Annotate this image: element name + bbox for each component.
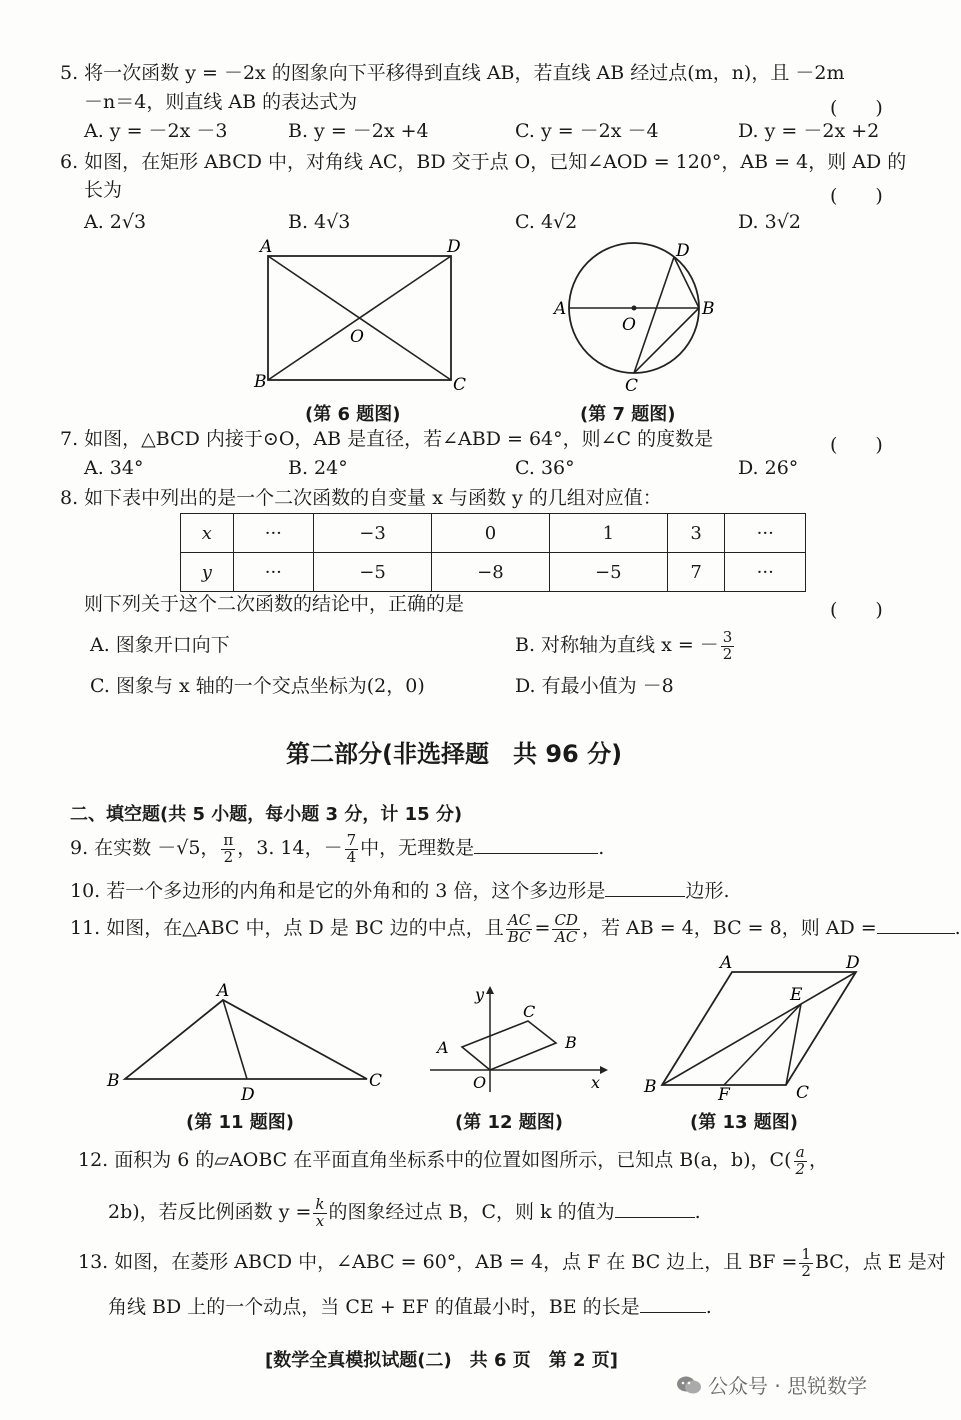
figure-12-caption: (第 12 题图) (455, 1112, 564, 1133)
frac-denominator: 2 (722, 644, 733, 663)
figure-6-caption: (第 6 题图) (305, 404, 401, 425)
center-o (632, 306, 637, 311)
table-cell: −5 (314, 553, 432, 592)
label-e: E (790, 985, 803, 1005)
label-y: y (475, 985, 485, 1004)
page-footer: [数学全真模拟试题(二) 共 6 页 第 2 页] (265, 1350, 619, 1371)
table-cell: 1 (549, 514, 667, 553)
q11-text: = (534, 917, 551, 939)
frac-numerator: AC (507, 910, 531, 929)
q12-text: 的图象经过点 B，C，则 k 的值为 (328, 1201, 615, 1223)
figure-13-rhombus (640, 950, 880, 1105)
label-a: A (217, 981, 230, 1001)
watermark (676, 1370, 867, 1399)
q8-option-b-text: B. 对称轴为直线 x = － (515, 634, 719, 656)
frac-denominator: 2 (801, 1261, 811, 1280)
label-a: A (720, 953, 733, 973)
table-row-x (181, 514, 806, 553)
q8-option-a: A. 图象开口向下 (90, 634, 230, 656)
q12-answer-blank[interactable] (615, 1199, 695, 1218)
frac-denominator: BC (507, 927, 531, 946)
table-cell: y (181, 553, 234, 592)
label-d: D (241, 1085, 255, 1105)
q11-text: ，若 AB = 4，BC = 8，则 AD = (581, 917, 877, 939)
q11-text: . (954, 917, 961, 939)
label-o: O (622, 315, 636, 335)
q5-line1: 5. 将一次函数 y = －2x 的图象向下平移得到直线 AB，若直线 AB 经过点(m，n)，且 －2m (60, 62, 845, 84)
frac-numerator: k (315, 1194, 325, 1213)
label-c: C (369, 1071, 383, 1091)
parallelogram-aobc (462, 1021, 556, 1070)
triangle-abc (125, 1000, 367, 1079)
q12-text: . (694, 1201, 701, 1223)
label-c: C (796, 1083, 810, 1103)
label-x: x (591, 1073, 601, 1092)
label-f: F (718, 1085, 730, 1105)
label-b: B (254, 372, 267, 392)
q7-option-a: A. 34° (84, 457, 144, 479)
figure-7-caption: (第 7 题图) (580, 404, 676, 425)
part2-title: 第二部分(非选择题 共 96 分) (286, 740, 623, 768)
q5-option-c: C. y = －2x －4 (515, 120, 659, 142)
frac-denominator: x (315, 1211, 325, 1230)
q6-line2: 长为 (84, 179, 123, 201)
frac-numerator: 7 (346, 830, 357, 849)
q10-text: 10. 若一个多边形的内角和是它的外角和的 3 倍，这个多边形是 (70, 880, 606, 902)
section-fill-in: 二、填空题(共 5 小题，每小题 3 分，计 15 分) (70, 804, 463, 825)
table-cell: ··· (233, 553, 314, 592)
frac-denominator: 4 (346, 847, 357, 866)
q7-option-b: B. 24° (288, 457, 348, 479)
q9-answer-blank[interactable] (474, 835, 598, 854)
label-c: C (625, 376, 639, 396)
label-d: D (846, 953, 860, 973)
table-cell: ··· (725, 553, 806, 592)
q9-text: . (598, 837, 605, 859)
frac-numerator: 3 (722, 627, 733, 646)
frac-numerator: 1 (801, 1244, 811, 1263)
q9-text: ，3. 14，－ (237, 837, 343, 859)
q8-line2: 则下列关于这个二次函数的结论中，正确的是 (84, 593, 465, 615)
q8-line1: 8. 如下表中列出的是一个二次函数的自变量 x 与函数 y 的几组对应值： (60, 487, 662, 509)
q10-text: 边形. (685, 880, 730, 902)
table-cell: −5 (549, 553, 667, 592)
q7-line1: 7. 如图，△BCD 内接于⊙O，AB 是直径，若∠ABD = 64°，则∠C 的度数是 (60, 428, 714, 450)
q8-paren: ( ) (830, 599, 883, 621)
label-c: C (453, 375, 467, 395)
label-a: A (554, 299, 567, 319)
label-a: A (437, 1038, 449, 1057)
q11-text: 11. 如图，在△ABC 中，点 D 是 BC 边的中点，且 (70, 917, 504, 939)
q12-text: 2b)，若反比例函数 y = (108, 1201, 312, 1223)
label-b: B (107, 1071, 120, 1091)
table-cell: 3 (667, 514, 725, 553)
q13-text: 角线 BD 上的一个动点，当 CE + EF 的值最小时，BE 的长是 (108, 1296, 640, 1318)
label-c: C (523, 1002, 536, 1021)
q5-option-a: A. y = －2x －3 (84, 120, 228, 142)
q8-option-b (515, 622, 736, 668)
q6-option-d: D. 3√2 (738, 211, 801, 233)
q6-line1: 6. 如图，在矩形 ABCD 中，对角线 AC，BD 交于点 O，已知∠AOD = 120°，AB = 4，则 AD 的 (60, 151, 907, 173)
q5-option-d: D. y = －2x +2 (738, 120, 880, 142)
figure-6-rectangle (250, 234, 480, 394)
q8-value-table (180, 513, 806, 592)
y-axis-arrow (486, 986, 494, 994)
label-o: O (350, 327, 364, 347)
segment-dc (634, 257, 674, 373)
q5-paren: ( ) (830, 97, 883, 119)
table-row-y (181, 553, 806, 592)
frac-numerator: CD (554, 910, 578, 929)
segment-db (674, 257, 699, 308)
q8-option-d: D. 有最小值为 －8 (515, 675, 674, 697)
q12-text: ， (809, 1149, 829, 1171)
label-b: B (702, 299, 715, 319)
label-b: B (565, 1033, 577, 1052)
q13-text: BC，点 E 是对 (814, 1251, 946, 1273)
q11-line (70, 908, 961, 948)
q6-option-a: A. 2√3 (84, 211, 147, 233)
label-b: B (644, 1077, 657, 1097)
q9-text: 9. 在实数 －√5， (70, 837, 220, 859)
q12-text: 12. 面积为 6 的▱AOBC 在平面直角坐标系中的位置如图所示，已知点 B(a，b)，C( (78, 1149, 792, 1171)
label-d: D (676, 241, 690, 261)
q10-line (70, 878, 729, 901)
q13-line2 (108, 1294, 712, 1317)
label-d: D (447, 237, 461, 257)
figure-11-triangle (105, 980, 395, 1105)
table-cell: −8 (431, 553, 549, 592)
q9-text: 中，无理数是 (360, 837, 475, 859)
label-o: O (473, 1073, 487, 1092)
table-cell: ··· (233, 514, 314, 553)
q5-option-b: B. y = －2x +4 (288, 120, 429, 142)
figure-7-circle (552, 236, 722, 396)
figure-13-caption: (第 13 题图) (690, 1112, 799, 1133)
x-axis-arrow (600, 1066, 608, 1074)
table-cell: ··· (725, 514, 806, 553)
q12-line1 (78, 1140, 828, 1180)
label-a: A (260, 237, 273, 257)
q7-option-c: C. 36° (515, 457, 575, 479)
figure-12-coordinate-plane (425, 980, 610, 1095)
table-cell: x (181, 514, 234, 553)
q7-paren: ( ) (830, 434, 883, 456)
frac-denominator: AC (555, 927, 578, 946)
q13-answer-blank[interactable] (640, 1294, 706, 1313)
q9-line (70, 828, 604, 868)
frac-numerator: a (795, 1142, 805, 1161)
table-cell: 0 (431, 514, 549, 553)
frac-denominator: 2 (223, 847, 234, 866)
q7-option-d: D. 26° (738, 457, 799, 479)
frac-denominator: 2 (795, 1159, 806, 1178)
segment-ef (724, 1004, 801, 1085)
diagonal-bd (662, 972, 856, 1085)
q13-line1 (78, 1242, 946, 1282)
q6-option-b: B. 4√3 (288, 211, 351, 233)
q5-line2: －n＝4，则直线 AB 的表达式为 (84, 91, 358, 113)
table-cell: 7 (667, 553, 725, 592)
q10-answer-blank[interactable] (605, 878, 685, 897)
q8-option-c: C. 图象与 x 轴的一个交点坐标为(2，0) (90, 675, 425, 697)
figure-11-caption: (第 11 题图) (186, 1112, 295, 1133)
q6-option-c: C. 4√2 (515, 211, 578, 233)
q11-answer-blank[interactable] (877, 915, 955, 934)
q12-line2 (108, 1192, 701, 1232)
frac-numerator: π (223, 830, 234, 849)
q13-text: . (705, 1296, 712, 1318)
q13-text: 13. 如图，在菱形 ABCD 中，∠ABC = 60°，AB = 4，点 F 在 BC 边上，且 BF = (78, 1251, 798, 1273)
watermark-text: 公众号 · 思锐数学 (708, 1374, 868, 1398)
table-cell: −3 (314, 514, 432, 553)
q6-paren: ( ) (830, 185, 883, 207)
wechat-icon (676, 1374, 702, 1396)
